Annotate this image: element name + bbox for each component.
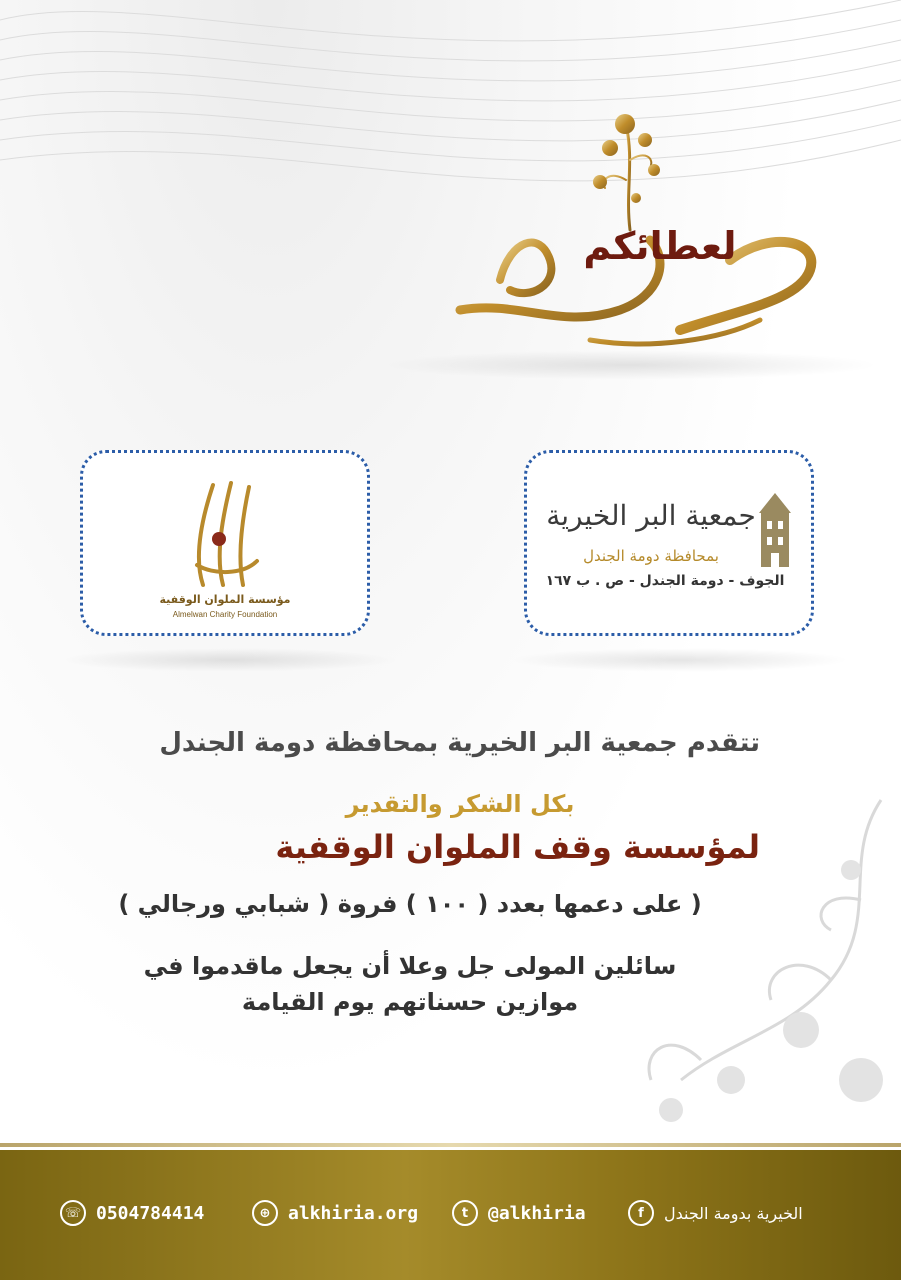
phone-number: 0504784414	[96, 1202, 205, 1224]
albir-name: جمعية البر الخيرية	[546, 499, 756, 532]
logo-shadow-right	[510, 648, 850, 672]
contact-website[interactable]	[252, 1198, 418, 1228]
almelwan-name-ar: مؤسسة الملوان الوقفية	[159, 593, 291, 606]
twitter-icon: t	[452, 1200, 478, 1226]
globe-icon: ⊕	[252, 1200, 278, 1226]
almelwan-logo-icon	[183, 475, 267, 591]
footer-divider	[0, 1143, 901, 1147]
facebook-page: الخيرية بدومة الجندل	[664, 1203, 803, 1223]
message-line-1: تتقدم جمعية البر الخيرية بمحافظة دومة الجندل	[159, 728, 760, 758]
header-title: لعطائكم	[583, 224, 737, 268]
almelwan-name-en: Almelwan Charity Foundation	[172, 610, 278, 619]
facebook-icon: f	[628, 1200, 654, 1226]
contact-twitter[interactable]	[452, 1198, 586, 1228]
floral-ornament	[581, 780, 901, 1140]
message-line-5: سائلين المولى جل وعلا أن يجعل ماقدموا في	[143, 952, 677, 980]
message-line-2: بكل الشكر والتقدير	[345, 790, 575, 818]
footer-bar	[0, 1150, 901, 1280]
contact-phone[interactable]	[60, 1198, 204, 1228]
message-line-4: ( على دعمها بعدد ( ١٠٠ ) فروة ( شبابي ورجالي )	[118, 890, 702, 918]
message-line-6: موازين حسناتهم يوم القيامة	[241, 988, 579, 1016]
contact-facebook[interactable]	[628, 1198, 803, 1228]
message-line-3: لمؤسسة وقف الملوان الوقفية	[275, 828, 760, 866]
twitter-handle: @alkhiria	[488, 1202, 586, 1224]
albir-logo-card	[524, 450, 814, 636]
website-url: alkhiria.org	[288, 1202, 419, 1224]
phone-icon: ☏	[60, 1200, 86, 1226]
albir-governorate: بمحافظة دومة الجندل	[583, 547, 719, 565]
almelwan-logo-card	[80, 450, 370, 636]
logo-shadow-left	[60, 648, 400, 672]
albir-address: الجوف - دومة الجندل - ص . ب ١٦٧	[545, 573, 785, 589]
